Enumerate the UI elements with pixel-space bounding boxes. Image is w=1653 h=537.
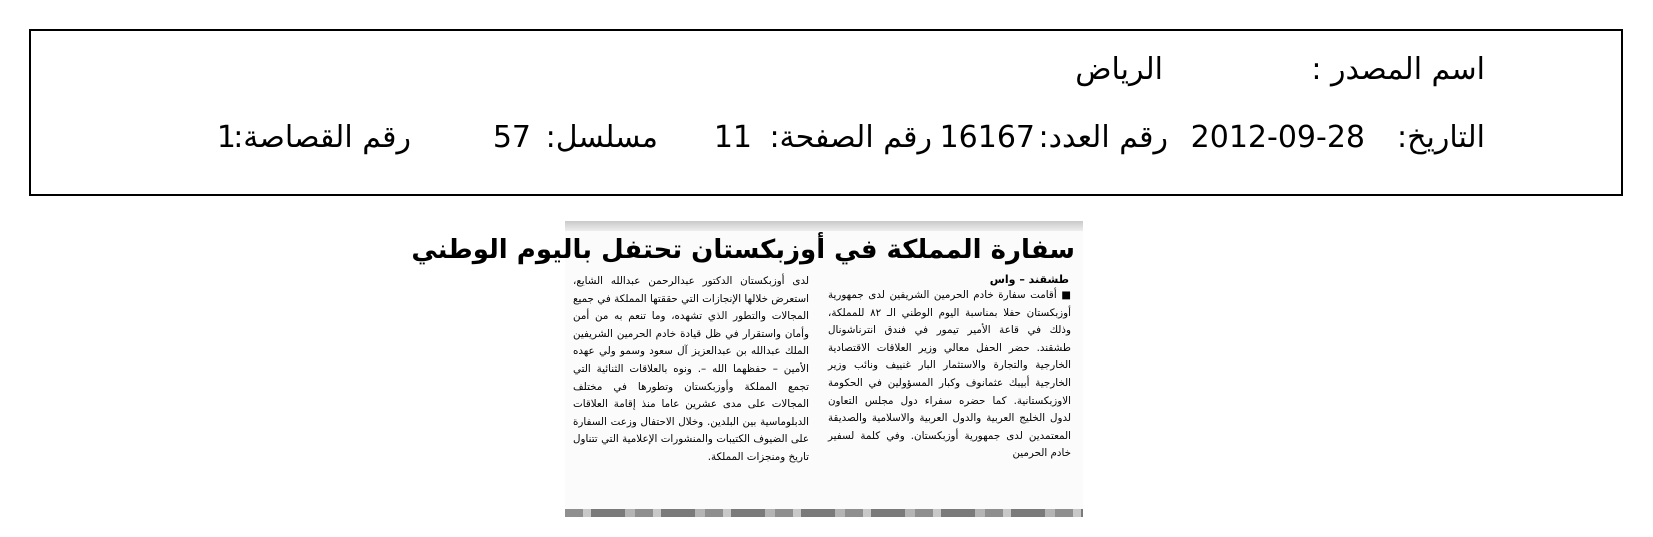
clipping-headline: سفارة المملكة في أوزبكستان تحتفل باليوم الوطني xyxy=(411,235,1075,265)
clipping-top-edge xyxy=(565,221,1083,231)
newspaper-clipping xyxy=(411,221,1083,517)
serial-label: مسلسل: xyxy=(545,120,658,155)
clip-number-label: رقم القصاصة: xyxy=(233,120,411,155)
serial-value: 57 xyxy=(492,120,531,155)
source-value: الرياض xyxy=(1075,52,1163,87)
page-value: 11 xyxy=(713,120,752,155)
clip-number-value: 1 xyxy=(216,120,236,155)
date-value: 2012-09-28 xyxy=(1190,120,1365,155)
source-label: اسم المصدر : xyxy=(1311,52,1485,87)
issue-label: رقم العدد: xyxy=(1038,120,1168,155)
clipping-column-right: ■ أقامت سفارة خادم الحرمين الشريفين لدى جمهورية أوزبكستان حفلا بمناسبة اليوم الوطني الـ ٨٢ للمملكة، وذلك في قاعة الأمير تيمور في فندق انترناشونال طشقند. حضر الحفل معالي وزير العلاقات الاقتصادية الخارجية والتجارة والاستثمار البار غنييف ونائب وزير الخارجية أبيبك عثمانوف وكبار المسؤولين في الحكومة الاوزبكستانية. كما حضره سفراء دول مجلس التعاون لدول الخليج العربية والدول العربية والاسلامية والصديقة المعتمدين لدى جمهورية أوزبكستان. وفي كلمة لسفير خادم الحرمين xyxy=(828,289,1071,460)
date-label: التاريخ: xyxy=(1397,120,1485,155)
clipping-bottom-edge xyxy=(565,509,1083,517)
clipping-dateline: طشقند – واس xyxy=(989,273,1069,286)
clipping-column-left: لدى أوزبكستان الدكتور عبدالرحمن عبدالله الشايع، استعرض خلالها الإنجازات التي حققتها المملكة في جميع المجالات والتطور الذي تشهده، وما تنعم به من أمن وأمان واستقرار في ظل قيادة خادم الحرمين الشريفين الملك عبدالله بن عبدالعزيز آل سعود وسمو ولي عهده الأمين – حفظهما الله –. ونوه بالعلاقات الثنائية التي تجمع المملكة وأوزبكستان وتطورها في مختلف المجالات على مدى عشرين عاما منذ إقامة العلاقات الدبلوماسية بين البلدين. وخلال الاحتفال وزعت السفارة على الضيوف الكتيبات والمنشورات الإعلامية التي تتناول تاريخ ومنجزات المملكة. xyxy=(573,275,809,463)
issue-value: 16167 xyxy=(939,120,1035,155)
page-label: رقم الصفحة: xyxy=(769,120,932,155)
